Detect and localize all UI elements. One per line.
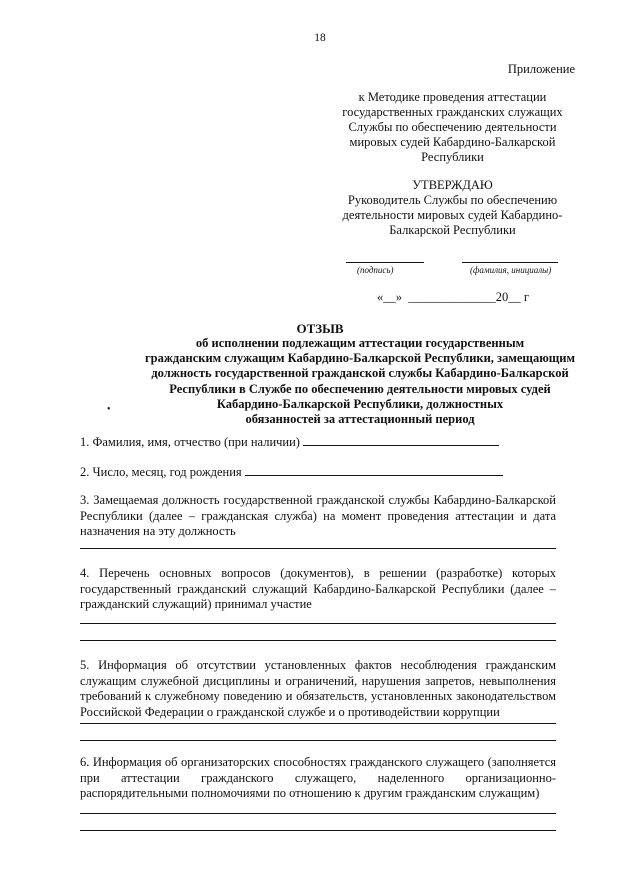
- signature-line[interactable]: [346, 262, 424, 263]
- item-organizational: 6. Информация об организаторских способностях гражданского служащего (заполняется при аттестации гражданского служащего, наделенного организационно-распорядительными полномочиями по отношению к другим гражданским служащим): [80, 755, 556, 800]
- approval-position-line: деятельности мировых судей Кабардино-: [342, 208, 563, 222]
- page-number: 18: [314, 32, 326, 44]
- subtitle-line: гражданским служащим Кабардино-Балкарской Республики, замещающим: [144, 351, 576, 366]
- approval-position-line: Балкарской Республики: [389, 223, 516, 237]
- appendix-label: Приложение: [507, 62, 575, 76]
- organizational-answer-line[interactable]: [80, 830, 556, 831]
- item-full-name: [80, 434, 556, 451]
- issues-answer-line[interactable]: [80, 640, 556, 641]
- method-line: к Методике проведения аттестации: [358, 90, 547, 104]
- subtitle-line: должность государственной гражданской службы Кабардино-Балкарской: [151, 366, 569, 381]
- method-line: мировых судей Кабардино-Балкарской: [349, 135, 556, 149]
- item-issues: 4. Перечень основных вопросов (документов), в решении (разработке) которых государственный гражданский служащий Кабардино-Балкарской Республики (далее – гражданский служащий) принимал участие: [80, 566, 556, 611]
- speck-mark: •: [107, 404, 111, 415]
- subtitle-line: обязанностей за аттестационный период: [245, 412, 475, 427]
- item-birth-date: [80, 464, 556, 481]
- full-name-field[interactable]: [303, 434, 499, 446]
- method-line: государственных гражданских служащих: [342, 105, 563, 119]
- item-full-name-label: 1. Фамилия, имя, отчество (при наличии): [80, 435, 300, 449]
- organizational-answer-line[interactable]: [80, 813, 556, 814]
- approval-position-line: Руководитель Службы по обеспечению: [347, 193, 558, 207]
- item-birth-date-label: 2. Число, месяц, год рождения: [80, 465, 242, 479]
- name-caption: (фамилия, инициалы): [470, 265, 552, 275]
- subtitle-line: Кабардино-Балкарской Республики, должностных: [216, 396, 504, 411]
- discipline-answer-line[interactable]: [80, 723, 556, 724]
- document-subtitle: [80, 336, 640, 427]
- signature-caption: (подпись): [357, 265, 394, 275]
- subtitle-line: об исполнении подлежащим аттестации государственным: [195, 336, 525, 350]
- approval-title: УТВЕРЖДАЮ: [412, 178, 493, 192]
- approval-date[interactable]: «__» ______________20__ г: [377, 290, 530, 304]
- issues-answer-line[interactable]: [80, 623, 556, 624]
- subtitle-line: Республики в Службе по обеспечению деятельности мировых судей: [169, 381, 551, 396]
- position-answer-line[interactable]: [80, 548, 556, 549]
- method-line: Республики: [421, 150, 484, 164]
- discipline-answer-line[interactable]: [80, 740, 556, 741]
- birth-date-field[interactable]: [245, 464, 503, 476]
- name-line[interactable]: [462, 262, 558, 263]
- approval-block: [330, 178, 575, 238]
- method-line: Службы по обеспечению деятельности: [348, 120, 557, 134]
- item-discipline: 5. Информация об отсутствии установленных фактов несоблюдения гражданским служащим служебной дисциплины и ограничений, нарушения запретов, невыполнения требований к служебному поведению и обязательств, установленных законодательством Российской Федерации о гражданской службе и о противодействии коррупции: [80, 658, 556, 719]
- document-title: ОТЗЫВ: [296, 321, 344, 336]
- appendix-method-reference: [330, 90, 575, 165]
- item-position: 3. Замещаемая должность государственной гражданской службы Кабардино-Балкарской Республики (далее – гражданская служба) на момент проведения аттестации и дата назначения на эту должность: [80, 493, 556, 538]
